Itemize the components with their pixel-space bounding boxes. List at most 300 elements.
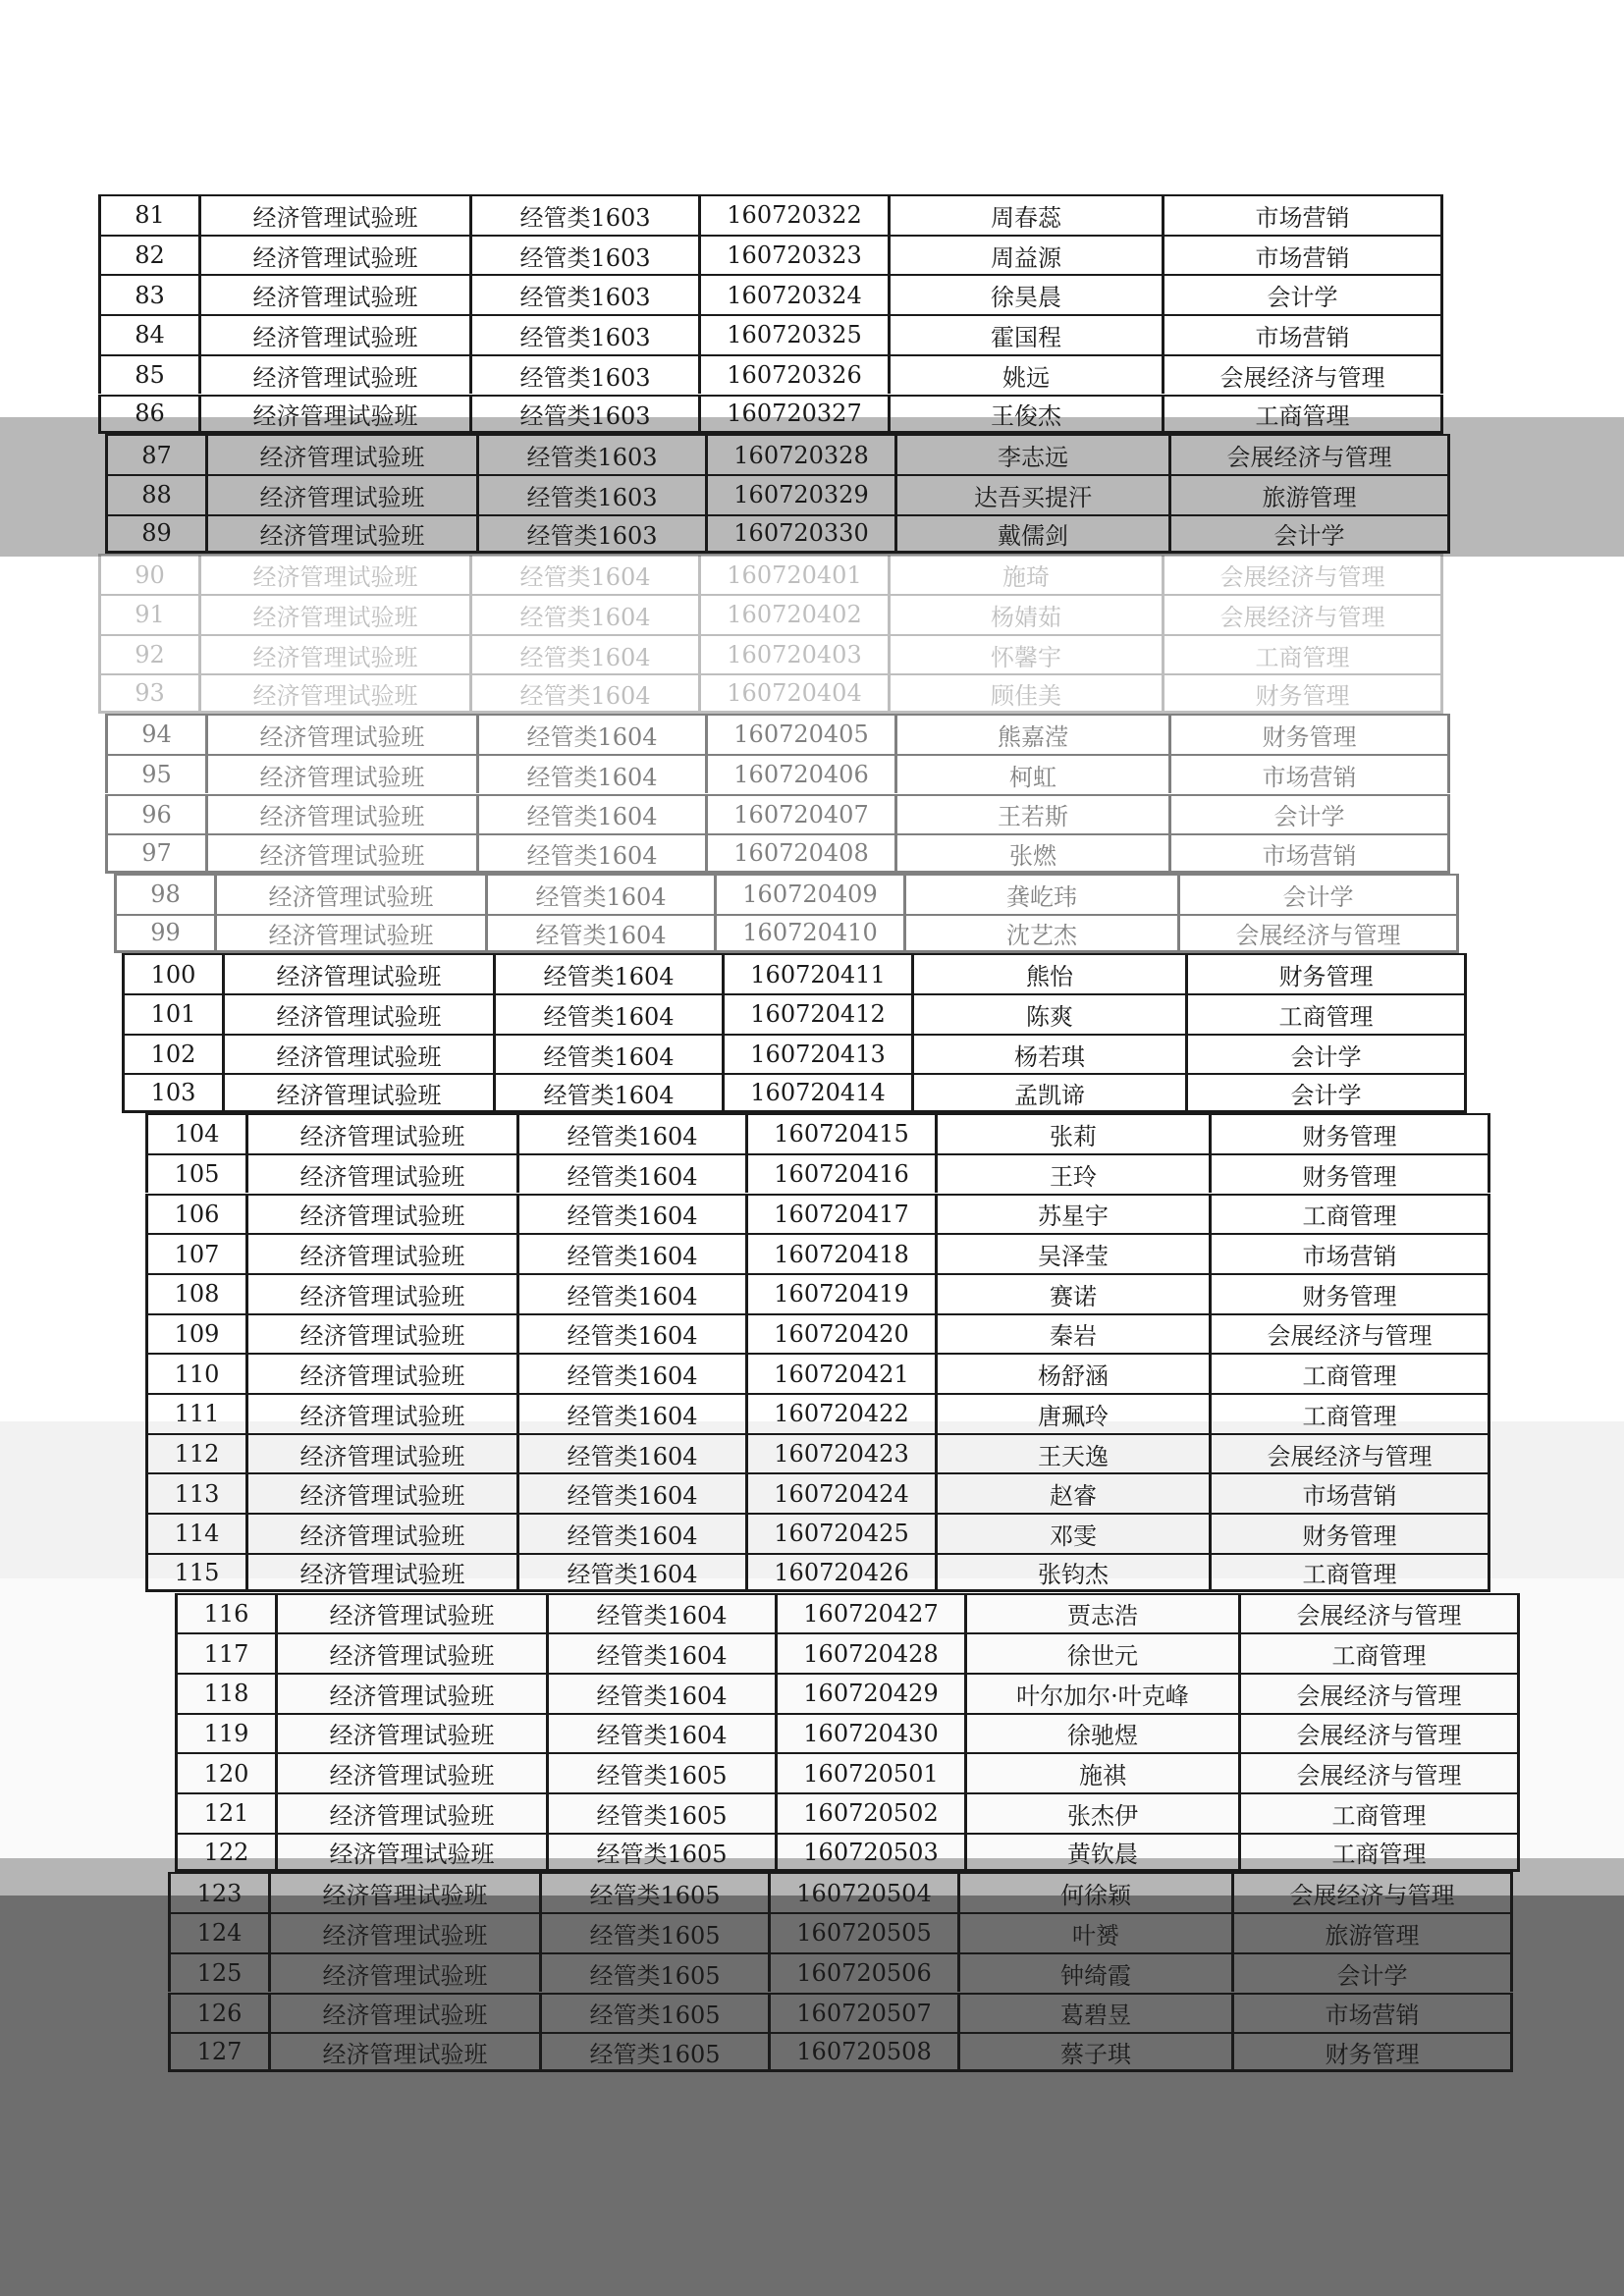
cell-class-name: 经管类1603 <box>472 354 701 395</box>
cell-class-category: 经济管理试验班 <box>278 1833 549 1873</box>
cell-student-name: 龚屹玮 <box>906 874 1180 914</box>
cell-student-name: 张燃 <box>897 833 1171 874</box>
cell-class-name: 经管类1604 <box>519 1553 748 1593</box>
cell-major: 工商管理 <box>1212 1353 1490 1393</box>
cell-student-name: 王天逸 <box>938 1433 1212 1473</box>
cell-row-number: 102 <box>125 1034 225 1074</box>
cell-major: 会计学 <box>1164 274 1443 314</box>
cell-student-id: 160720419 <box>748 1273 938 1313</box>
cell-class-name: 经管类1603 <box>472 194 701 235</box>
cell-class-name: 经管类1605 <box>549 1833 778 1873</box>
cell-student-id: 160720426 <box>748 1553 938 1593</box>
cell-row-number: 104 <box>148 1113 248 1153</box>
cell-student-name: 何徐颖 <box>960 1872 1234 1912</box>
table-row <box>105 514 1450 555</box>
cell-major: 会展经济与管理 <box>1241 1713 1520 1753</box>
cell-row-number: 95 <box>108 754 208 794</box>
cell-class-name: 经管类1605 <box>549 1752 778 1792</box>
cell-major: 财务管理 <box>1212 1113 1490 1153</box>
table-row <box>168 1993 1513 2033</box>
cell-student-name: 陈爽 <box>914 993 1188 1034</box>
cell-student-name: 周春蕊 <box>891 194 1164 235</box>
cell-major: 工商管理 <box>1164 395 1443 435</box>
cell-major: 财务管理 <box>1212 1153 1490 1194</box>
cell-student-name: 苏星宇 <box>938 1194 1212 1234</box>
cell-major: 会展经济与管理 <box>1241 1752 1520 1792</box>
cell-student-id: 160720414 <box>725 1073 914 1113</box>
cell-class-category: 经济管理试验班 <box>201 354 472 395</box>
cell-class-category: 经济管理试验班 <box>248 1433 519 1473</box>
cell-class-name: 经管类1604 <box>549 1673 778 1713</box>
cell-student-id: 160720410 <box>717 914 906 954</box>
cell-major: 工商管理 <box>1241 1833 1520 1873</box>
cell-class-name: 经管类1603 <box>479 434 708 474</box>
cell-row-number: 124 <box>171 1912 271 1952</box>
cell-student-id: 160720408 <box>708 833 897 874</box>
cell-class-name: 经管类1605 <box>542 1872 771 1912</box>
cell-row-number: 123 <box>171 1872 271 1912</box>
cell-class-category: 经济管理试验班 <box>248 1273 519 1313</box>
table-row <box>105 794 1450 834</box>
cell-class-name: 经管类1603 <box>472 314 701 354</box>
cell-student-id: 160720402 <box>701 594 891 634</box>
cell-class-category: 经济管理试验班 <box>225 1034 496 1074</box>
cell-class-category: 经济管理试验班 <box>201 274 472 314</box>
cell-row-number: 82 <box>101 235 201 275</box>
cell-student-name: 杨婧茹 <box>891 594 1164 634</box>
cell-class-category: 经济管理试验班 <box>208 754 479 794</box>
cell-class-category: 经济管理试验班 <box>201 194 472 235</box>
cell-row-number: 96 <box>108 794 208 834</box>
cell-student-id: 160720403 <box>701 634 891 674</box>
table-row <box>145 1513 1490 1553</box>
cell-major: 工商管理 <box>1188 993 1467 1034</box>
cell-row-number: 84 <box>101 314 201 354</box>
cell-row-number: 89 <box>108 514 208 555</box>
cell-row-number: 113 <box>148 1472 248 1513</box>
cell-row-number: 83 <box>101 274 201 314</box>
cell-student-name: 施琦 <box>891 554 1164 594</box>
table-row <box>98 235 1443 275</box>
cell-major: 会展经济与管理 <box>1241 1673 1520 1713</box>
cell-major: 会计学 <box>1188 1034 1467 1074</box>
cell-row-number: 94 <box>108 714 208 754</box>
cell-class-name: 经管类1604 <box>549 1713 778 1753</box>
cell-student-id: 160720417 <box>748 1194 938 1234</box>
cell-row-number: 93 <box>101 673 201 714</box>
cell-row-number: 85 <box>101 354 201 395</box>
cell-student-name: 秦岩 <box>938 1313 1212 1354</box>
cell-class-category: 经济管理试验班 <box>278 1632 549 1673</box>
cell-student-id: 160720328 <box>708 434 897 474</box>
cell-row-number: 105 <box>148 1153 248 1194</box>
cell-class-name: 经管类1605 <box>542 1952 771 1993</box>
cell-row-number: 119 <box>178 1713 278 1753</box>
cell-student-id: 160720401 <box>701 554 891 594</box>
cell-major: 会计学 <box>1188 1073 1467 1113</box>
cell-student-name: 杨舒涵 <box>938 1353 1212 1393</box>
cell-student-id: 160720412 <box>725 993 914 1034</box>
cell-student-id: 160720501 <box>778 1752 967 1792</box>
table-row <box>175 1713 1520 1753</box>
table-row <box>145 1153 1490 1194</box>
cell-class-category: 经济管理试验班 <box>208 514 479 555</box>
cell-class-category: 经济管理试验班 <box>248 1233 519 1273</box>
cell-row-number: 97 <box>108 833 208 874</box>
cell-row-number: 117 <box>178 1632 278 1673</box>
cell-class-name: 经管类1604 <box>488 874 717 914</box>
cell-student-name: 邓雯 <box>938 1513 1212 1553</box>
cell-major: 市场营销 <box>1164 194 1443 235</box>
cell-student-name: 李志远 <box>897 434 1171 474</box>
cell-class-name: 经管类1604 <box>549 1632 778 1673</box>
cell-student-name: 徐驰煜 <box>967 1713 1241 1753</box>
cell-class-category: 经济管理试验班 <box>248 1472 519 1513</box>
cell-class-category: 经济管理试验班 <box>201 314 472 354</box>
cell-major: 市场营销 <box>1212 1233 1490 1273</box>
table-row <box>175 1673 1520 1713</box>
cell-row-number: 122 <box>178 1833 278 1873</box>
table-row <box>98 314 1443 354</box>
cell-student-name: 赵睿 <box>938 1472 1212 1513</box>
cell-class-category: 经济管理试验班 <box>208 474 479 514</box>
cell-student-name: 沈艺杰 <box>906 914 1180 954</box>
cell-class-name: 经管类1604 <box>519 1273 748 1313</box>
cell-student-id: 160720430 <box>778 1713 967 1753</box>
cell-student-name: 姚远 <box>891 354 1164 395</box>
cell-major: 会计学 <box>1180 874 1459 914</box>
cell-student-name: 王若斯 <box>897 794 1171 834</box>
table-row <box>168 1912 1513 1952</box>
table-row <box>145 1393 1490 1433</box>
cell-student-name: 柯虹 <box>897 754 1171 794</box>
table-row <box>98 594 1443 634</box>
cell-student-name: 徐世元 <box>967 1632 1241 1673</box>
cell-student-id: 160720415 <box>748 1113 938 1153</box>
cell-row-number: 121 <box>178 1792 278 1833</box>
cell-class-category: 经济管理试验班 <box>248 1553 519 1593</box>
cell-class-name: 经管类1604 <box>519 1513 748 1553</box>
cell-student-name: 戴儒剑 <box>897 514 1171 555</box>
table-row <box>145 1433 1490 1473</box>
table-row <box>122 1034 1467 1074</box>
cell-student-name: 钟绮霞 <box>960 1952 1234 1993</box>
cell-class-category: 经济管理试验班 <box>271 1872 542 1912</box>
table-row <box>145 1313 1490 1354</box>
cell-class-name: 经管类1605 <box>542 1993 771 2033</box>
table-row <box>122 953 1467 993</box>
table-row <box>105 714 1450 754</box>
cell-class-name: 经管类1604 <box>519 1233 748 1273</box>
cell-class-name: 经管类1604 <box>479 754 708 794</box>
cell-class-category: 经济管理试验班 <box>225 1073 496 1113</box>
cell-class-name: 经管类1604 <box>472 554 701 594</box>
cell-class-name: 经管类1604 <box>479 833 708 874</box>
cell-major: 财务管理 <box>1212 1513 1490 1553</box>
cell-student-name: 王俊杰 <box>891 395 1164 435</box>
cell-row-number: 109 <box>148 1313 248 1354</box>
cell-student-name: 葛碧昱 <box>960 1993 1234 2033</box>
cell-row-number: 118 <box>178 1673 278 1713</box>
cell-class-name: 经管类1604 <box>519 1393 748 1433</box>
cell-student-name: 熊怡 <box>914 953 1188 993</box>
cell-class-category: 经济管理试验班 <box>271 2032 542 2072</box>
cell-major: 市场营销 <box>1234 1993 1513 2033</box>
table-row <box>175 1792 1520 1833</box>
table-row <box>145 1113 1490 1153</box>
cell-row-number: 99 <box>117 914 217 954</box>
cell-student-name: 顾佳美 <box>891 673 1164 714</box>
cell-student-id: 160720325 <box>701 314 891 354</box>
cell-row-number: 115 <box>148 1553 248 1593</box>
cell-major: 工商管理 <box>1241 1792 1520 1833</box>
cell-student-id: 160720326 <box>701 354 891 395</box>
cell-class-category: 经济管理试验班 <box>225 993 496 1034</box>
cell-class-name: 经管类1604 <box>519 1113 748 1153</box>
table-row <box>168 2032 1513 2072</box>
cell-class-name: 经管类1604 <box>472 594 701 634</box>
cell-row-number: 112 <box>148 1433 248 1473</box>
cell-row-number: 103 <box>125 1073 225 1113</box>
table-row <box>98 554 1443 594</box>
cell-class-category: 经济管理试验班 <box>208 434 479 474</box>
cell-major: 会展经济与管理 <box>1164 354 1443 395</box>
cell-student-id: 160720406 <box>708 754 897 794</box>
cell-major: 市场营销 <box>1171 833 1450 874</box>
cell-row-number: 90 <box>101 554 201 594</box>
cell-student-name: 达吾买提汗 <box>897 474 1171 514</box>
cell-class-category: 经济管理试验班 <box>248 1313 519 1354</box>
cell-row-number: 125 <box>171 1952 271 1993</box>
cell-major: 会计学 <box>1171 514 1450 555</box>
cell-major: 工商管理 <box>1164 634 1443 674</box>
cell-major: 会展经济与管理 <box>1164 554 1443 594</box>
cell-class-category: 经济管理试验班 <box>201 554 472 594</box>
cell-major: 财务管理 <box>1164 673 1443 714</box>
cell-class-category: 经济管理试验班 <box>271 1993 542 2033</box>
cell-student-id: 160720423 <box>748 1433 938 1473</box>
cell-class-name: 经管类1603 <box>479 474 708 514</box>
cell-student-id: 160720427 <box>778 1593 967 1633</box>
cell-class-category: 经济管理试验班 <box>278 1593 549 1633</box>
cell-class-name: 经管类1605 <box>542 1912 771 1952</box>
cell-student-name: 吴泽莹 <box>938 1233 1212 1273</box>
table-row <box>145 1194 1490 1234</box>
cell-class-name: 经管类1604 <box>519 1472 748 1513</box>
cell-student-name: 张杰伊 <box>967 1792 1241 1833</box>
table-row <box>105 434 1450 474</box>
cell-student-id: 160720502 <box>778 1792 967 1833</box>
cell-row-number: 126 <box>171 1993 271 2033</box>
cell-row-number: 81 <box>101 194 201 235</box>
cell-class-name: 经管类1604 <box>519 1313 748 1354</box>
cell-student-id: 160720322 <box>701 194 891 235</box>
table-row <box>122 993 1467 1034</box>
table-row <box>114 914 1459 954</box>
cell-student-id: 160720506 <box>771 1952 960 1993</box>
cell-student-name: 蔡子琪 <box>960 2032 1234 2072</box>
cell-row-number: 98 <box>117 874 217 914</box>
cell-student-name: 怀馨宇 <box>891 634 1164 674</box>
cell-row-number: 127 <box>171 2032 271 2072</box>
cell-row-number: 114 <box>148 1513 248 1553</box>
cell-student-id: 160720504 <box>771 1872 960 1912</box>
cell-major: 工商管理 <box>1241 1632 1520 1673</box>
cell-class-name: 经管类1605 <box>549 1792 778 1833</box>
cell-student-name: 孟凯谛 <box>914 1073 1188 1113</box>
cell-class-category: 经济管理试验班 <box>248 1513 519 1553</box>
cell-class-name: 经管类1603 <box>472 395 701 435</box>
cell-student-id: 160720428 <box>778 1632 967 1673</box>
cell-major: 财务管理 <box>1188 953 1467 993</box>
cell-student-id: 160720409 <box>717 874 906 914</box>
cell-class-category: 经济管理试验班 <box>248 1113 519 1153</box>
cell-class-category: 经济管理试验班 <box>201 594 472 634</box>
table-row <box>175 1752 1520 1792</box>
cell-student-id: 160720503 <box>778 1833 967 1873</box>
cell-major: 会展经济与管理 <box>1212 1433 1490 1473</box>
table-row <box>175 1593 1520 1633</box>
cell-student-name: 贾志浩 <box>967 1593 1241 1633</box>
cell-class-category: 经济管理试验班 <box>208 714 479 754</box>
cell-student-id: 160720411 <box>725 953 914 993</box>
cell-major: 市场营销 <box>1171 754 1450 794</box>
cell-major: 会展经济与管理 <box>1171 434 1450 474</box>
cell-student-id: 160720425 <box>748 1513 938 1553</box>
cell-row-number: 101 <box>125 993 225 1034</box>
cell-major: 会展经济与管理 <box>1180 914 1459 954</box>
cell-student-name: 叶尔加尔·叶克峰 <box>967 1673 1241 1713</box>
table-row <box>145 1553 1490 1593</box>
cell-class-category: 经济管理试验班 <box>248 1353 519 1393</box>
cell-class-category: 经济管理试验班 <box>201 673 472 714</box>
cell-row-number: 111 <box>148 1393 248 1433</box>
cell-student-name: 施祺 <box>967 1752 1241 1792</box>
table-row <box>168 1872 1513 1912</box>
cell-class-category: 经济管理试验班 <box>271 1952 542 1993</box>
table-row <box>175 1833 1520 1873</box>
cell-class-name: 经管类1604 <box>496 993 725 1034</box>
cell-student-id: 160720327 <box>701 395 891 435</box>
table-row <box>145 1273 1490 1313</box>
cell-class-name: 经管类1604 <box>519 1433 748 1473</box>
cell-class-name: 经管类1604 <box>472 673 701 714</box>
cell-class-category: 经济管理试验班 <box>208 794 479 834</box>
cell-major: 工商管理 <box>1212 1553 1490 1593</box>
cell-class-category: 经济管理试验班 <box>271 1912 542 1952</box>
cell-class-category: 经济管理试验班 <box>217 914 488 954</box>
cell-major: 工商管理 <box>1212 1194 1490 1234</box>
cell-student-name: 赛诺 <box>938 1273 1212 1313</box>
cell-class-category: 经济管理试验班 <box>201 395 472 435</box>
cell-class-category: 经济管理试验班 <box>208 833 479 874</box>
cell-student-name: 霍国程 <box>891 314 1164 354</box>
table-row <box>98 673 1443 714</box>
cell-major: 会展经济与管理 <box>1241 1593 1520 1633</box>
cell-row-number: 120 <box>178 1752 278 1792</box>
cell-row-number: 108 <box>148 1273 248 1313</box>
cell-major: 财务管理 <box>1212 1273 1490 1313</box>
cell-student-name: 黄钦晨 <box>967 1833 1241 1873</box>
cell-row-number: 86 <box>101 395 201 435</box>
table-row <box>145 1472 1490 1513</box>
cell-student-id: 160720418 <box>748 1233 938 1273</box>
cell-major: 工商管理 <box>1212 1393 1490 1433</box>
cell-student-name: 徐昊晨 <box>891 274 1164 314</box>
cell-student-id: 160720407 <box>708 794 897 834</box>
cell-major: 会计学 <box>1171 794 1450 834</box>
cell-major: 市场营销 <box>1164 314 1443 354</box>
cell-student-id: 160720416 <box>748 1153 938 1194</box>
table-row <box>175 1632 1520 1673</box>
cell-student-name: 杨若琪 <box>914 1034 1188 1074</box>
cell-class-name: 经管类1604 <box>496 1073 725 1113</box>
cell-student-name: 唐珮玲 <box>938 1393 1212 1433</box>
cell-class-name: 经管类1603 <box>472 235 701 275</box>
table-row <box>145 1353 1490 1393</box>
table-row <box>98 194 1443 235</box>
cell-student-id: 160720323 <box>701 235 891 275</box>
cell-class-name: 经管类1603 <box>479 514 708 555</box>
cell-class-name: 经管类1603 <box>472 274 701 314</box>
cell-student-name: 张莉 <box>938 1113 1212 1153</box>
cell-student-id: 160720420 <box>748 1313 938 1354</box>
cell-student-id: 160720424 <box>748 1472 938 1513</box>
cell-student-id: 160720505 <box>771 1912 960 1952</box>
cell-student-id: 160720413 <box>725 1034 914 1074</box>
cell-student-id: 160720329 <box>708 474 897 514</box>
table-row <box>105 754 1450 794</box>
cell-class-category: 经济管理试验班 <box>201 634 472 674</box>
cell-class-name: 经管类1604 <box>519 1194 748 1234</box>
table-row <box>98 634 1443 674</box>
cell-student-id: 160720422 <box>748 1393 938 1433</box>
cell-row-number: 91 <box>101 594 201 634</box>
table-row <box>145 1233 1490 1273</box>
cell-student-name: 熊嘉滢 <box>897 714 1171 754</box>
cell-student-name: 王玲 <box>938 1153 1212 1194</box>
table-row <box>98 274 1443 314</box>
cell-class-category: 经济管理试验班 <box>201 235 472 275</box>
cell-student-name: 叶赟 <box>960 1912 1234 1952</box>
cell-row-number: 92 <box>101 634 201 674</box>
cell-class-category: 经济管理试验班 <box>278 1673 549 1713</box>
cell-class-category: 经济管理试验班 <box>278 1792 549 1833</box>
cell-class-name: 经管类1604 <box>519 1153 748 1194</box>
cell-class-name: 经管类1604 <box>519 1353 748 1393</box>
cell-student-name: 张钧杰 <box>938 1553 1212 1593</box>
table-row <box>105 833 1450 874</box>
cell-major: 市场营销 <box>1212 1472 1490 1513</box>
cell-class-category: 经济管理试验班 <box>248 1194 519 1234</box>
cell-student-id: 160720330 <box>708 514 897 555</box>
cell-major: 会展经济与管理 <box>1164 594 1443 634</box>
cell-row-number: 100 <box>125 953 225 993</box>
cell-class-category: 经济管理试验班 <box>248 1153 519 1194</box>
cell-major: 会展经济与管理 <box>1212 1313 1490 1354</box>
cell-major: 财务管理 <box>1234 2032 1513 2072</box>
cell-row-number: 87 <box>108 434 208 474</box>
cell-major: 财务管理 <box>1171 714 1450 754</box>
cell-class-name: 经管类1604 <box>488 914 717 954</box>
cell-row-number: 110 <box>148 1353 248 1393</box>
cell-class-category: 经济管理试验班 <box>278 1752 549 1792</box>
cell-major: 会展经济与管理 <box>1234 1872 1513 1912</box>
cell-class-category: 经济管理试验班 <box>217 874 488 914</box>
cell-major: 会计学 <box>1234 1952 1513 1993</box>
cell-student-id: 160720405 <box>708 714 897 754</box>
cell-class-category: 经济管理试验班 <box>225 953 496 993</box>
